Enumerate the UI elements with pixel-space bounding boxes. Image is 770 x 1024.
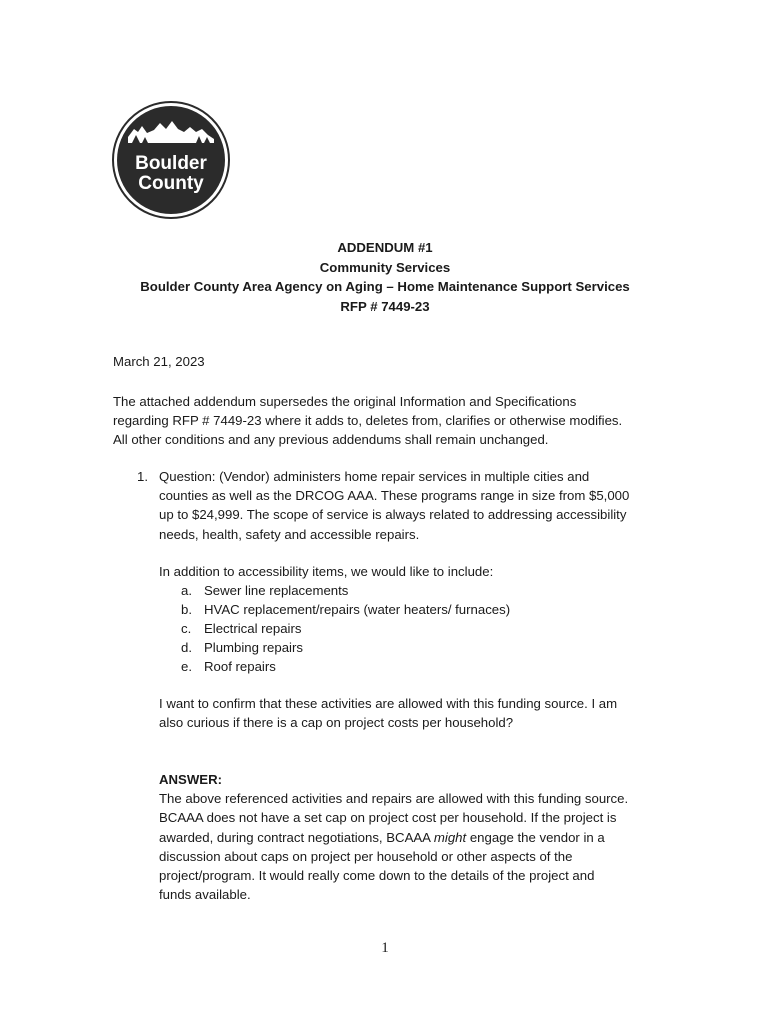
boulder-county-logo	[112, 99, 230, 221]
department-name: Community Services	[319, 259, 451, 275]
answer-line: BCAAA does not have a set cap on project cost per household. If the project is	[159, 810, 617, 826]
list-item-letter: b.	[181, 602, 192, 617]
question-text	[159, 467, 679, 544]
question-number: 1.	[137, 469, 148, 484]
answer-line-start: awarded, during contract negotiations, BCAAA	[159, 829, 434, 845]
intro-line: All other conditions and any previous addendums shall remain unchanged.	[113, 432, 549, 448]
logo-text-line1: Boulder	[135, 153, 207, 174]
document-header	[0, 238, 770, 316]
answer-line: The above referenced activities and repairs are allowed with this funding source.	[159, 791, 629, 807]
answer-line: discussion about caps on project per household or other aspects of the	[159, 848, 573, 864]
document-date: March 21, 2023	[113, 354, 205, 369]
intro-paragraph	[113, 392, 673, 450]
question-line: Question: (Vendor) administers home repair services in multiple cities and	[159, 469, 590, 484]
list-item-text: Electrical repairs	[204, 621, 302, 636]
addendum-title: ADDENDUM #1	[337, 240, 433, 255]
confirm-line: I want to confirm that these activities are allowed with this funding source. I am	[159, 696, 618, 711]
list-item-text: Roof repairs	[204, 659, 276, 674]
page-number: 1	[381, 940, 389, 956]
question-line: up to $24,999. The scope of service is always related to addressing accessibility	[159, 507, 627, 523]
answer-emphasis: might	[433, 829, 467, 845]
question-line: counties as well as the DRCOG AAA. These programs range in size from $5,000	[159, 488, 630, 504]
list-item-letter: a.	[181, 583, 192, 598]
logo-text-line2: County	[138, 173, 204, 194]
list-item-letter: e.	[181, 659, 192, 674]
answer-line	[159, 828, 679, 847]
program-title: Boulder County Area Agency on Aging – Home Maintenance Support Services	[140, 279, 630, 294]
answer-line: project/program. It would really come down to the details of the project and	[159, 868, 595, 884]
answer-line: funds available.	[159, 887, 251, 903]
list-item-text: Plumbing repairs	[204, 640, 303, 655]
list-item-text: HVAC replacement/repairs (water heaters/ furnaces)	[204, 602, 511, 617]
list-item-letter: c.	[181, 621, 192, 636]
list-item-text: Sewer line replacements	[204, 583, 349, 598]
list-item-letter: d.	[181, 640, 192, 655]
question-line: needs, health, safety and accessible repairs.	[159, 526, 420, 542]
intro-line: The attached addendum supersedes the original Information and Specifications	[113, 394, 577, 409]
answer-section	[159, 770, 679, 904]
answer-label: ANSWER:	[159, 772, 223, 787]
confirm-line: also curious if there is a cap on project costs per household?	[159, 715, 514, 731]
confirm-paragraph	[159, 694, 617, 732]
rfp-number: RFP # 7449-23	[340, 298, 430, 314]
sub-list-intro: In addition to accessibility items, we would like to include:	[159, 564, 494, 579]
answer-line-end: engage the vendor in a	[466, 829, 605, 845]
intro-line: regarding RFP # 7449-23 where it adds to, deletes from, clarifies or otherwise modifies.	[113, 413, 623, 429]
